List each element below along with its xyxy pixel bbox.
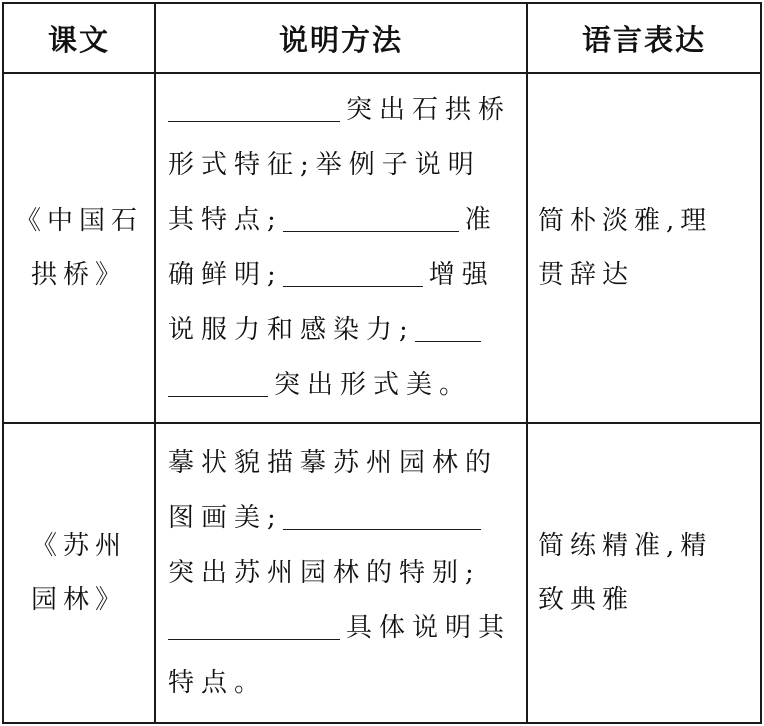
method-text: 图画美;: [168, 502, 283, 533]
method-line: [168, 303, 520, 358]
method-cell: [155, 73, 527, 423]
lesson-cell: [3, 423, 155, 723]
header-method: 说明方法: [155, 3, 527, 73]
header-language: 语言表达: [527, 3, 761, 73]
method-line: [168, 193, 520, 248]
answer-blank[interactable]: [283, 256, 423, 287]
header-lesson: 课文: [3, 3, 155, 73]
table-row: [3, 73, 761, 423]
answer-blank[interactable]: [168, 609, 340, 640]
method-text: 确鲜明;: [168, 260, 283, 290]
method-line: 形式特征;举例子说明: [168, 150, 481, 180]
language-line: 简朴淡雅,理: [538, 206, 713, 236]
method-line: [168, 601, 520, 656]
language-line: 致典雅: [538, 585, 635, 615]
method-line: [168, 248, 520, 303]
lesson-title-line: 拱桥》: [30, 260, 127, 290]
method-line: [168, 491, 520, 546]
lesson-comparison-table: [2, 2, 762, 724]
method-line: [168, 358, 520, 413]
answer-blank[interactable]: [168, 91, 340, 122]
language-cell: [527, 423, 761, 723]
method-text: 其特点;: [168, 205, 283, 235]
method-text: 具体说明其: [346, 612, 512, 643]
method-text: 突出石拱桥: [346, 95, 512, 125]
method-line: [168, 83, 520, 138]
lesson-title-line: 园林》: [30, 585, 127, 615]
table-row: [3, 423, 761, 723]
answer-blank[interactable]: [283, 499, 481, 530]
lesson-title-line: 《苏州: [30, 531, 127, 561]
method-line: 特点。: [168, 667, 268, 698]
method-text: 突出形式美。: [274, 370, 473, 400]
language-cell: [527, 73, 761, 423]
language-line: 贯辞达: [538, 260, 635, 290]
method-line: 突出苏州园林的特别;: [168, 557, 481, 588]
answer-blank[interactable]: [415, 311, 481, 342]
language-line: 简练精准,精: [538, 531, 713, 561]
answer-blank[interactable]: [283, 201, 459, 232]
method-line: 摹状貌描摹苏州园林的: [168, 447, 499, 478]
method-cell: [155, 423, 527, 723]
lesson-cell: [3, 73, 155, 423]
header-row: [3, 3, 761, 73]
method-text: 增强: [428, 260, 495, 290]
answer-blank[interactable]: [168, 366, 268, 397]
lesson-title-line: 《中国石: [14, 206, 143, 236]
method-text: 说服力和感染力;: [168, 315, 415, 345]
method-text: 准: [464, 205, 498, 235]
